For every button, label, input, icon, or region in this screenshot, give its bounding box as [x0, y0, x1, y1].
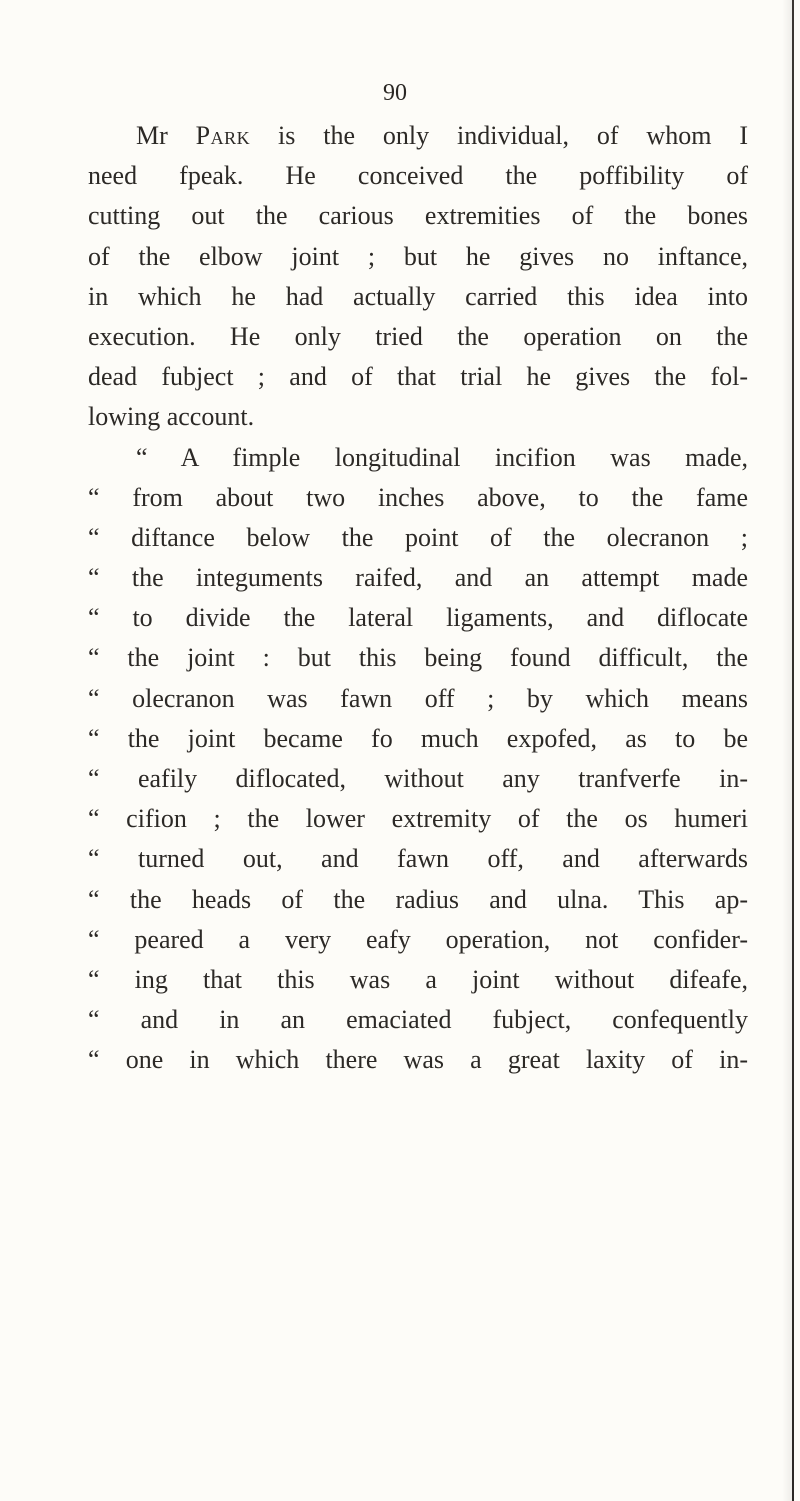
- text-run: dead fubject ; and of that trial he gives the fol-: [88, 362, 748, 392]
- text-line: [88, 277, 748, 317]
- text-run: “ and in an emaciated fubject, confequently: [88, 1005, 748, 1035]
- text-run: lowing account.: [88, 402, 255, 432]
- text-line: [88, 558, 748, 598]
- text-run: “ the joint : but this being found difficult, the: [88, 643, 748, 673]
- text-line: [88, 679, 748, 719]
- text-line: [88, 478, 748, 518]
- text-line: [88, 397, 748, 437]
- text-run: “ eafily diflocated, without any tranfverfe in-: [88, 764, 748, 793]
- text-run: “ one in which there was a great laxity of in-: [88, 1045, 748, 1075]
- text-line: [88, 598, 748, 638]
- text-line: [88, 638, 748, 678]
- page-number: 90: [383, 80, 407, 106]
- text-line: [88, 196, 748, 236]
- text-run: execution. He only tried the operation on the: [88, 321, 748, 351]
- text-run: cutting out the carious extremities of the bones: [88, 201, 748, 231]
- text-line: [88, 156, 748, 196]
- text-line: [88, 1000, 748, 1040]
- text-line: [88, 759, 748, 799]
- text-run: “ olecranon was fawn off ; by which means: [88, 683, 748, 713]
- text-run: “ the heads of the radius and ulna. This ap-: [88, 884, 748, 914]
- page-edge-line: [792, 0, 794, 1501]
- text-run: in which he had actually carried this idea into: [88, 281, 748, 311]
- text-line: [88, 317, 748, 357]
- text-line: [88, 357, 748, 397]
- text-line: [88, 880, 748, 920]
- text-run: “ to divide the lateral ligaments, and diflocate: [88, 603, 748, 633]
- text-run: “ diftance below the point of the olecranon ;: [88, 522, 748, 552]
- text-line: [88, 839, 748, 879]
- text-run: “ A fimple longitudinal incifion was made,: [136, 442, 748, 472]
- text-line: [88, 116, 748, 156]
- text-line: [88, 799, 748, 839]
- text-run: “ the joint became fo much expofed, as to be: [88, 723, 748, 753]
- body-text: [88, 116, 748, 1081]
- text-run: “ cifion ; the lower extremity of the os humeri: [88, 804, 748, 834]
- text-run: “ ing that this was a joint without difeafe,: [88, 964, 748, 994]
- text-run: is the only individual, of whom I: [250, 121, 748, 150]
- name-smallcaps: Park: [195, 121, 251, 150]
- text-run: “ from about two inches above, to the fame: [88, 482, 748, 512]
- text-run: need fpeak. He conceived the poffibility of: [88, 161, 748, 191]
- text-line: [88, 237, 748, 277]
- text-run: of the elbow joint ; but he gives no inftance,: [88, 241, 748, 271]
- text-run: “ peared a very eafy operation, not confider-: [88, 924, 748, 954]
- text-line: [88, 960, 748, 1000]
- text-line: [88, 920, 748, 960]
- text-line: [88, 719, 748, 759]
- text-run: Mr: [136, 121, 196, 150]
- text-line: [88, 438, 748, 478]
- text-run: “ turned out, and fawn off, and afterwards: [88, 844, 748, 874]
- text-run: “ the integuments raifed, and an attempt made: [88, 563, 748, 593]
- page-edge-shadow: [782, 0, 792, 1501]
- text-line: [88, 518, 748, 558]
- text-line: [88, 1040, 748, 1080]
